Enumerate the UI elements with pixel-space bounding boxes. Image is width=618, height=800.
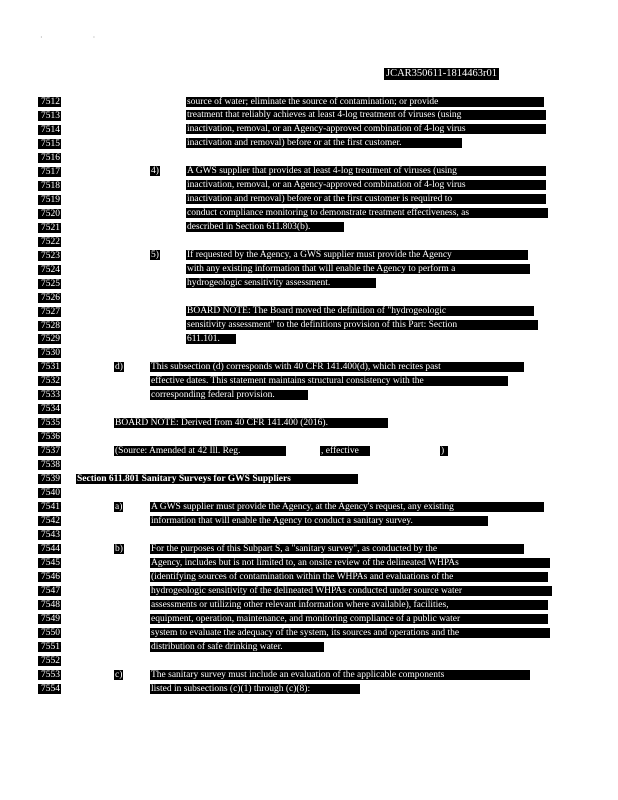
text-line: A GWS supplier must provide the Agency, at the Agency's request, any existing bbox=[150, 502, 544, 512]
line-number: 7516 bbox=[38, 153, 61, 163]
line-number: 7525 bbox=[38, 279, 61, 289]
source-note-close: ) bbox=[440, 446, 448, 456]
text-line: The sanitary survey must include an evaluation of the applicable components bbox=[150, 670, 530, 680]
line-number: 7529 bbox=[38, 334, 61, 344]
text-line: listed in subsections (c)(1) through (c)(8): bbox=[150, 684, 360, 694]
line-number: 7543 bbox=[38, 530, 61, 540]
text-line: corresponding federal provision. bbox=[150, 390, 308, 400]
line-number: 7522 bbox=[38, 237, 61, 247]
line-number: 7530 bbox=[38, 348, 61, 358]
document-header-id: JCAR350611-1814463r01 bbox=[386, 68, 498, 79]
text-line: If requested by the Agency, a GWS supplier must provide the Agency bbox=[186, 250, 528, 260]
text-line: effective dates. This statement maintains structural consistency with the bbox=[150, 376, 508, 386]
source-note: (Source: Amended at 42 Ill. Reg. bbox=[114, 446, 286, 456]
scan-specks: · · bbox=[40, 33, 120, 42]
line-number: 7528 bbox=[38, 321, 61, 331]
line-number: 7540 bbox=[38, 488, 61, 498]
item-d-marker: d) bbox=[115, 362, 123, 372]
line-number: 7553 bbox=[38, 670, 61, 680]
text-line: hydrogeologic sensitivity assessment. bbox=[186, 278, 376, 288]
blank-reg-number bbox=[286, 446, 320, 456]
line-number: 7538 bbox=[38, 460, 61, 470]
line-number: 7547 bbox=[38, 586, 61, 596]
text-line: A GWS supplier that provides at least 4-log treatment of viruses (using bbox=[186, 166, 546, 176]
text-line: Agency, includes but is not limited to, an onsite review of the delineated WHPAs bbox=[150, 558, 550, 568]
line-number: 7550 bbox=[38, 628, 61, 638]
text-line: with any existing information that will enable the Agency to perform a bbox=[186, 264, 530, 274]
line-number: 7535 bbox=[38, 418, 61, 428]
line-number: 7514 bbox=[38, 125, 61, 135]
line-number: 7536 bbox=[38, 432, 61, 442]
line-number: 7518 bbox=[38, 181, 61, 191]
line-number: 7515 bbox=[38, 139, 61, 149]
board-note-line: BOARD NOTE: The Board moved the definition of "hydrogeologic bbox=[186, 306, 534, 316]
text-line: (identifying sources of contamination within the WHPAs and evaluations of the bbox=[150, 572, 548, 582]
item-c-marker: c) bbox=[115, 670, 123, 680]
text-line: equipment, operation, maintenance, and monitoring compliance of a public water bbox=[150, 614, 548, 624]
text-line: This subsection (d) corresponds with 40 CFR 141.400(d), which recites past bbox=[150, 362, 524, 372]
line-number: 7519 bbox=[38, 195, 61, 205]
source-note-effective: , effective bbox=[320, 446, 370, 456]
line-number: 7545 bbox=[38, 558, 61, 568]
text-line: inactivation, removal, or an Agency-approved combination of 4-log virus bbox=[186, 124, 546, 134]
line-number: 7524 bbox=[38, 265, 61, 275]
line-number: 7546 bbox=[38, 572, 61, 582]
text-line: system to evaluate the adequacy of the system, its sources and operations and the bbox=[150, 628, 550, 638]
line-number: 7539 bbox=[38, 474, 61, 484]
text-line: described in Section 611.803(b). bbox=[186, 222, 344, 232]
line-number: 7527 bbox=[38, 307, 61, 317]
line-number: 7548 bbox=[38, 600, 61, 610]
line-number: 7517 bbox=[38, 167, 61, 177]
line-number: 7533 bbox=[38, 390, 61, 400]
text-line: assessments or utilizing other relevant information where available), facilities, bbox=[150, 600, 548, 610]
text-line: treatment that reliably achieves at least 4-log treatment of viruses (using bbox=[186, 110, 546, 120]
section-heading: Section 611.801 Sanitary Surveys for GWS Suppliers bbox=[76, 474, 358, 484]
line-number: 7532 bbox=[38, 376, 61, 386]
item-b-marker: b) bbox=[115, 544, 123, 554]
line-number: 7534 bbox=[38, 404, 61, 414]
line-number: 7523 bbox=[38, 251, 61, 261]
line-number: 7531 bbox=[38, 362, 61, 372]
line-number: 7541 bbox=[38, 502, 61, 512]
line-number: 7526 bbox=[38, 293, 61, 303]
line-number: 7512 bbox=[38, 97, 61, 107]
text-line: conduct compliance monitoring to demonstrate treatment effectiveness, as bbox=[186, 208, 548, 218]
line-number: 7537 bbox=[38, 446, 61, 456]
board-note-line: sensitivity assessment" to the definitions provision of this Part: Section bbox=[186, 320, 538, 330]
board-note-line: BOARD NOTE: Derived from 40 CFR 141.400 (2016). bbox=[114, 418, 388, 428]
item-a-marker: a) bbox=[115, 502, 123, 512]
line-number: 7549 bbox=[38, 614, 61, 624]
blank-effective-date bbox=[370, 446, 440, 456]
line-number: 7542 bbox=[38, 516, 61, 526]
text-line: source of water; eliminate the source of contamination; or provide bbox=[186, 97, 544, 107]
line-number: 7521 bbox=[38, 223, 61, 233]
line-number: 7520 bbox=[38, 209, 61, 219]
text-line: information that will enable the Agency to conduct a sanitary survey. bbox=[150, 516, 488, 526]
text-line: hydrogeologic sensitivity of the delineated WHPAs conducted under source water bbox=[150, 586, 552, 596]
item-4-marker: 4) bbox=[151, 166, 159, 176]
board-note-line: 611.101. bbox=[186, 334, 236, 344]
line-number: 7552 bbox=[38, 656, 61, 666]
text-line: For the purposes of this Subpart S, a "sanitary survey", as conducted by the bbox=[150, 544, 524, 554]
line-number: 7551 bbox=[38, 642, 61, 652]
text-line: inactivation and removal) before or at the first customer is required to bbox=[186, 194, 546, 204]
text-line: inactivation, removal, or an Agency-approved combination of 4-log virus bbox=[186, 180, 546, 190]
item-5-marker: 5) bbox=[151, 250, 159, 260]
text-line: inactivation and removal) before or at the first customer. bbox=[186, 138, 462, 148]
line-number: 7544 bbox=[38, 544, 61, 554]
line-number: 7554 bbox=[38, 684, 61, 694]
line-number: 7513 bbox=[38, 111, 61, 121]
text-line: distribution of safe drinking water. bbox=[150, 642, 324, 652]
